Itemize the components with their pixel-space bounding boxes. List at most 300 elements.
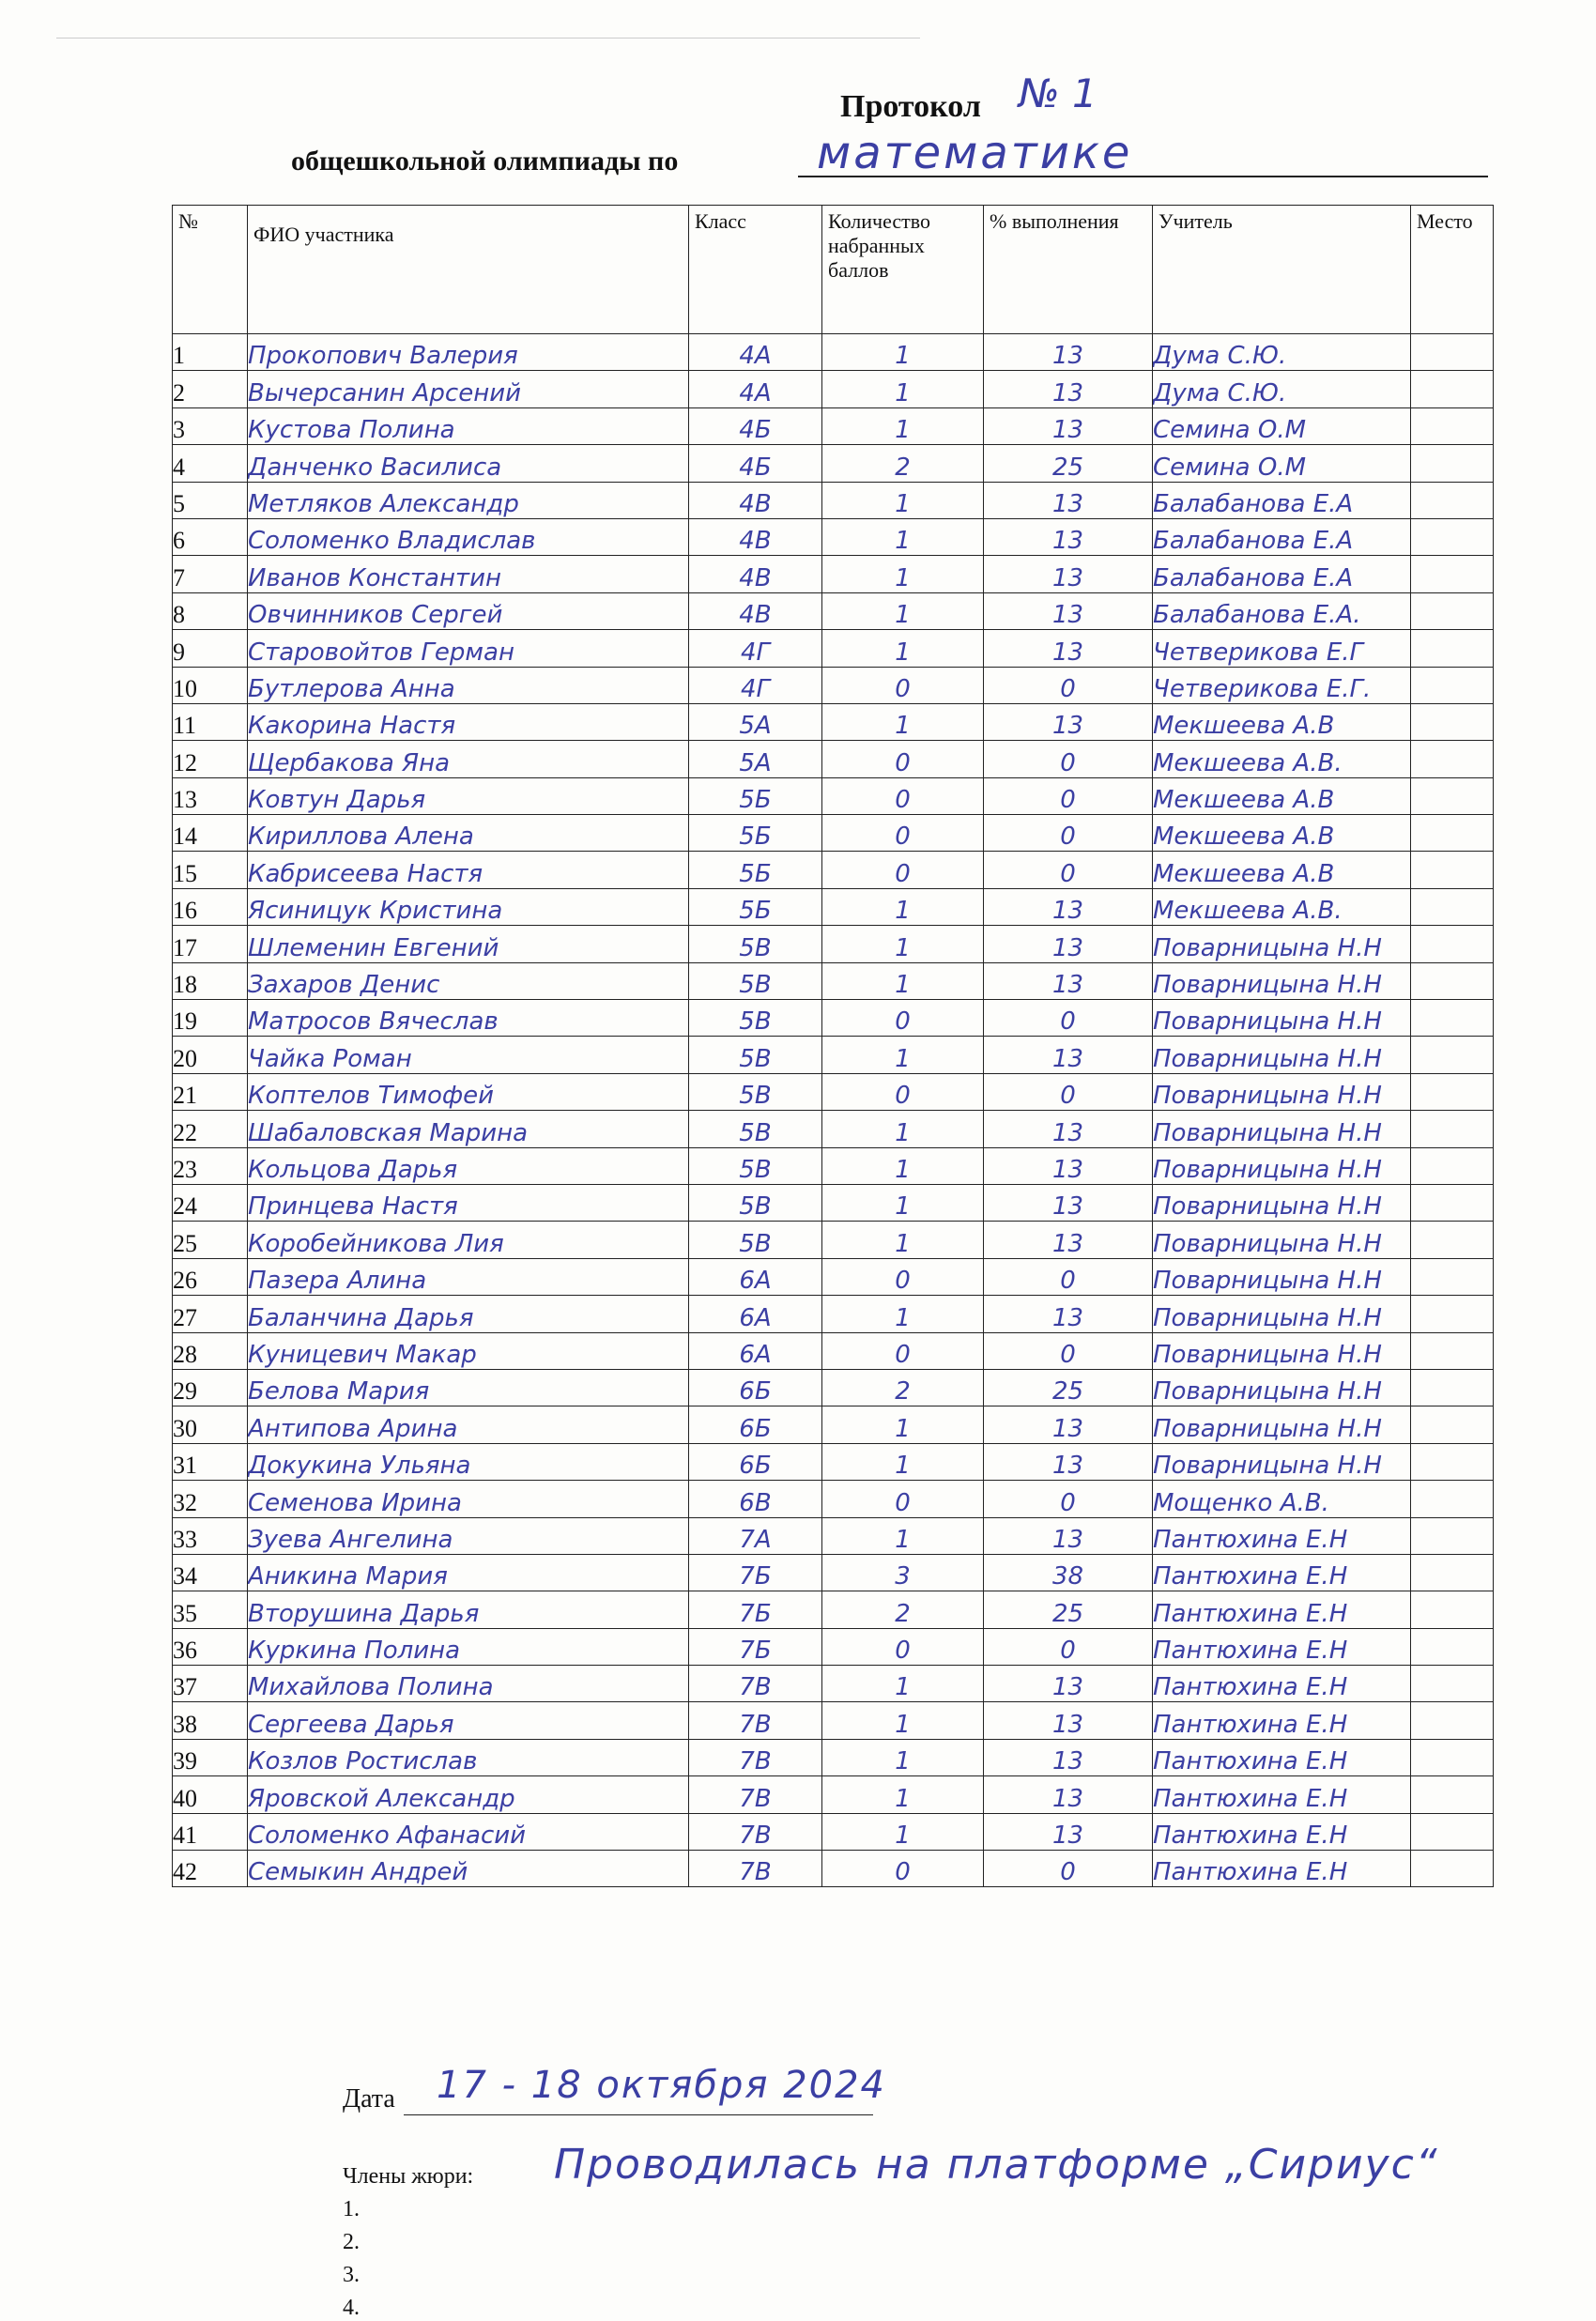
row-number: 1 bbox=[173, 334, 248, 371]
table-row bbox=[173, 1851, 1494, 1887]
row-number: 4 bbox=[173, 445, 248, 482]
class-cell: 5В bbox=[689, 926, 822, 962]
percent-cell: 13 bbox=[984, 1406, 1153, 1443]
place-cell bbox=[1411, 1813, 1494, 1850]
participant-name: Куркина Полина bbox=[248, 1628, 689, 1665]
table-row bbox=[173, 926, 1494, 962]
table-row bbox=[173, 1332, 1494, 1369]
percent-cell: 13 bbox=[984, 407, 1153, 444]
teacher-cell: Поварницына Н.Н bbox=[1153, 1222, 1411, 1258]
teacher-cell: Пантюхина Е.Н bbox=[1153, 1776, 1411, 1813]
row-number: 39 bbox=[173, 1739, 248, 1775]
class-cell: 7Б bbox=[689, 1628, 822, 1665]
class-cell: 6В bbox=[689, 1481, 822, 1517]
table-row bbox=[173, 962, 1494, 999]
participant-name: Метляков Александр bbox=[248, 482, 689, 518]
participant-name: Принцева Настя bbox=[248, 1184, 689, 1221]
row-number: 25 bbox=[173, 1222, 248, 1258]
score-cell: 1 bbox=[822, 518, 984, 555]
teacher-cell: Поварницына Н.Н bbox=[1153, 1406, 1411, 1443]
place-cell bbox=[1411, 371, 1494, 407]
teacher-cell: Поварницына Н.Н bbox=[1153, 926, 1411, 962]
table-row bbox=[173, 1369, 1494, 1406]
percent-cell: 0 bbox=[984, 1481, 1153, 1517]
participant-name: Прокопович Валерия bbox=[248, 334, 689, 371]
score-cell: 1 bbox=[822, 926, 984, 962]
table-row bbox=[173, 518, 1494, 555]
row-number: 27 bbox=[173, 1296, 248, 1332]
table-row bbox=[173, 334, 1494, 371]
row-number: 10 bbox=[173, 667, 248, 703]
teacher-cell: Поварницына Н.Н bbox=[1153, 1000, 1411, 1037]
row-number: 23 bbox=[173, 1147, 248, 1184]
participant-name: Старовойтов Герман bbox=[248, 630, 689, 667]
place-cell bbox=[1411, 1111, 1494, 1147]
percent-cell: 13 bbox=[984, 518, 1153, 555]
row-number: 34 bbox=[173, 1554, 248, 1591]
teacher-cell: Мекшеева А.В bbox=[1153, 852, 1411, 888]
row-number: 8 bbox=[173, 592, 248, 629]
teacher-cell: Поварницына Н.Н bbox=[1153, 962, 1411, 999]
place-cell bbox=[1411, 962, 1494, 999]
percent-cell: 0 bbox=[984, 1258, 1153, 1295]
percent-cell: 13 bbox=[984, 962, 1153, 999]
teacher-cell: Поварницына Н.Н bbox=[1153, 1147, 1411, 1184]
percent-cell: 25 bbox=[984, 445, 1153, 482]
participant-name: Пазера Алина bbox=[248, 1258, 689, 1295]
teacher-cell: Пантюхина Е.Н bbox=[1153, 1739, 1411, 1775]
table-row bbox=[173, 888, 1494, 925]
place-cell bbox=[1411, 703, 1494, 740]
score-cell: 1 bbox=[822, 1406, 984, 1443]
jury-item: 3. bbox=[343, 2263, 360, 2287]
teacher-cell: Четверикова Е.Г bbox=[1153, 630, 1411, 667]
row-number: 35 bbox=[173, 1591, 248, 1628]
table-row bbox=[173, 1517, 1494, 1554]
score-cell: 1 bbox=[822, 1517, 984, 1554]
table-row bbox=[173, 1702, 1494, 1739]
score-cell: 0 bbox=[822, 1000, 984, 1037]
score-cell: 3 bbox=[822, 1554, 984, 1591]
row-number: 7 bbox=[173, 556, 248, 592]
table-row bbox=[173, 1443, 1494, 1480]
row-number: 40 bbox=[173, 1776, 248, 1813]
class-cell: 5Б bbox=[689, 888, 822, 925]
table-row bbox=[173, 1776, 1494, 1813]
table-row bbox=[173, 1481, 1494, 1517]
place-cell bbox=[1411, 1702, 1494, 1739]
participant-name: Щербакова Яна bbox=[248, 741, 689, 777]
place-cell bbox=[1411, 1739, 1494, 1775]
row-number: 11 bbox=[173, 703, 248, 740]
col-header-percent: % выполнения bbox=[984, 206, 1153, 334]
participant-name: Семенова Ирина bbox=[248, 1481, 689, 1517]
teacher-cell: Пантюхина Е.Н bbox=[1153, 1851, 1411, 1887]
score-cell: 1 bbox=[822, 1666, 984, 1702]
results-table bbox=[172, 205, 1494, 1887]
teacher-cell: Пантюхина Е.Н bbox=[1153, 1813, 1411, 1850]
class-cell: 5Б bbox=[689, 852, 822, 888]
row-number: 16 bbox=[173, 888, 248, 925]
percent-cell: 13 bbox=[984, 1517, 1153, 1554]
place-cell bbox=[1411, 518, 1494, 555]
percent-cell: 0 bbox=[984, 667, 1153, 703]
teacher-cell: Мекшеева А.В. bbox=[1153, 741, 1411, 777]
place-cell bbox=[1411, 1332, 1494, 1369]
score-cell: 1 bbox=[822, 1147, 984, 1184]
score-cell: 0 bbox=[822, 741, 984, 777]
table-row bbox=[173, 1111, 1494, 1147]
teacher-cell: Балабанова Е.А bbox=[1153, 482, 1411, 518]
place-cell bbox=[1411, 630, 1494, 667]
participant-name: Шабаловская Марина bbox=[248, 1111, 689, 1147]
table-row bbox=[173, 852, 1494, 888]
class-cell: 7Б bbox=[689, 1591, 822, 1628]
score-cell: 1 bbox=[822, 1776, 984, 1813]
percent-cell: 0 bbox=[984, 741, 1153, 777]
class-cell: 6А bbox=[689, 1296, 822, 1332]
percent-cell: 0 bbox=[984, 1073, 1153, 1110]
percent-cell: 13 bbox=[984, 1666, 1153, 1702]
percent-cell: 13 bbox=[984, 630, 1153, 667]
score-cell: 1 bbox=[822, 407, 984, 444]
col-header-class: Класс bbox=[689, 206, 822, 334]
col-header-teacher: Учитель bbox=[1153, 206, 1411, 334]
row-number: 21 bbox=[173, 1073, 248, 1110]
score-cell: 0 bbox=[822, 1258, 984, 1295]
participant-name: Вычерсанин Арсений bbox=[248, 371, 689, 407]
score-cell: 1 bbox=[822, 592, 984, 629]
score-cell: 1 bbox=[822, 1222, 984, 1258]
participant-name: Вторушина Дарья bbox=[248, 1591, 689, 1628]
score-cell: 1 bbox=[822, 1443, 984, 1480]
col-header-place: Место bbox=[1411, 206, 1494, 334]
page-subtitle: общешкольной олимпиады по bbox=[291, 146, 679, 177]
table-row bbox=[173, 1666, 1494, 1702]
percent-cell: 13 bbox=[984, 1443, 1153, 1480]
percent-cell: 13 bbox=[984, 1296, 1153, 1332]
place-cell bbox=[1411, 1000, 1494, 1037]
score-cell: 1 bbox=[822, 630, 984, 667]
place-cell bbox=[1411, 667, 1494, 703]
jury-item: 2. bbox=[343, 2230, 360, 2254]
teacher-cell: Дума С.Ю. bbox=[1153, 371, 1411, 407]
participant-name: Баланчина Дарья bbox=[248, 1296, 689, 1332]
table-row bbox=[173, 1258, 1494, 1295]
teacher-cell: Семина О.М bbox=[1153, 445, 1411, 482]
table-row bbox=[173, 407, 1494, 444]
participant-name: Матросов Вячеслав bbox=[248, 1000, 689, 1037]
score-cell: 1 bbox=[822, 962, 984, 999]
class-cell: 6Б bbox=[689, 1369, 822, 1406]
score-cell: 0 bbox=[822, 1628, 984, 1665]
class-cell: 4Г bbox=[689, 630, 822, 667]
teacher-cell: Мекшеева А.В bbox=[1153, 703, 1411, 740]
place-cell bbox=[1411, 445, 1494, 482]
teacher-cell: Пантюхина Е.Н bbox=[1153, 1517, 1411, 1554]
score-cell: 1 bbox=[822, 703, 984, 740]
place-cell bbox=[1411, 556, 1494, 592]
place-cell bbox=[1411, 741, 1494, 777]
col-header-score: Количество набранных баллов bbox=[822, 206, 984, 334]
participant-name: Кириллова Алена bbox=[248, 815, 689, 852]
row-number: 14 bbox=[173, 815, 248, 852]
percent-cell: 0 bbox=[984, 815, 1153, 852]
teacher-cell: Пантюхина Е.Н bbox=[1153, 1628, 1411, 1665]
table-row bbox=[173, 1591, 1494, 1628]
score-cell: 0 bbox=[822, 815, 984, 852]
class-cell: 4А bbox=[689, 371, 822, 407]
score-cell: 2 bbox=[822, 1591, 984, 1628]
participant-name: Докукина Ульяна bbox=[248, 1443, 689, 1480]
class-cell: 6Б bbox=[689, 1443, 822, 1480]
table-row bbox=[173, 1222, 1494, 1258]
teacher-cell: Мекшеева А.В bbox=[1153, 777, 1411, 814]
participant-name: Козлов Ростислав bbox=[248, 1739, 689, 1775]
teacher-cell: Поварницына Н.Н bbox=[1153, 1443, 1411, 1480]
class-cell: 7Б bbox=[689, 1554, 822, 1591]
teacher-cell: Семина О.М bbox=[1153, 407, 1411, 444]
percent-cell: 13 bbox=[984, 1184, 1153, 1221]
row-number: 41 bbox=[173, 1813, 248, 1850]
table-row bbox=[173, 445, 1494, 482]
participant-name: Кабрисеева Настя bbox=[248, 852, 689, 888]
class-cell: 5В bbox=[689, 1073, 822, 1110]
participant-name: Белова Мария bbox=[248, 1369, 689, 1406]
table-row bbox=[173, 1073, 1494, 1110]
class-cell: 4В bbox=[689, 482, 822, 518]
percent-cell: 38 bbox=[984, 1554, 1153, 1591]
teacher-cell: Балабанова Е.А bbox=[1153, 556, 1411, 592]
score-cell: 0 bbox=[822, 852, 984, 888]
participant-name: Кустова Полина bbox=[248, 407, 689, 444]
score-cell: 2 bbox=[822, 1369, 984, 1406]
score-cell: 1 bbox=[822, 1111, 984, 1147]
class-cell: 4В bbox=[689, 518, 822, 555]
class-cell: 7В bbox=[689, 1851, 822, 1887]
row-number: 33 bbox=[173, 1517, 248, 1554]
percent-cell: 13 bbox=[984, 1702, 1153, 1739]
percent-cell: 13 bbox=[984, 1037, 1153, 1073]
teacher-cell: Мекшеева А.В. bbox=[1153, 888, 1411, 925]
table-row bbox=[173, 741, 1494, 777]
participant-name: Куницевич Макар bbox=[248, 1332, 689, 1369]
table-row bbox=[173, 667, 1494, 703]
handwritten-note: Проводилась на платформе „Сириус“ bbox=[554, 2141, 1439, 2189]
score-cell: 1 bbox=[822, 888, 984, 925]
class-cell: 4А bbox=[689, 334, 822, 371]
place-cell bbox=[1411, 1666, 1494, 1702]
percent-cell: 13 bbox=[984, 482, 1153, 518]
percent-cell: 13 bbox=[984, 1222, 1153, 1258]
participant-name: Чайка Роман bbox=[248, 1037, 689, 1073]
class-cell: 5В bbox=[689, 1184, 822, 1221]
table-row bbox=[173, 556, 1494, 592]
percent-cell: 13 bbox=[984, 556, 1153, 592]
teacher-cell: Мекшеева А.В bbox=[1153, 815, 1411, 852]
score-cell: 1 bbox=[822, 371, 984, 407]
class-cell: 5А bbox=[689, 703, 822, 740]
percent-cell: 0 bbox=[984, 1851, 1153, 1887]
score-cell: 1 bbox=[822, 1037, 984, 1073]
row-number: 19 bbox=[173, 1000, 248, 1037]
class-cell: 5Б bbox=[689, 815, 822, 852]
class-cell: 4Б bbox=[689, 445, 822, 482]
place-cell bbox=[1411, 407, 1494, 444]
table-row bbox=[173, 482, 1494, 518]
row-number: 30 bbox=[173, 1406, 248, 1443]
score-cell: 0 bbox=[822, 1332, 984, 1369]
row-number: 31 bbox=[173, 1443, 248, 1480]
teacher-cell: Балабанова Е.А bbox=[1153, 518, 1411, 555]
place-cell bbox=[1411, 888, 1494, 925]
participant-name: Кольцова Дарья bbox=[248, 1147, 689, 1184]
table-row bbox=[173, 1296, 1494, 1332]
place-cell bbox=[1411, 1184, 1494, 1221]
place-cell bbox=[1411, 1037, 1494, 1073]
place-cell bbox=[1411, 482, 1494, 518]
score-cell: 1 bbox=[822, 1739, 984, 1775]
class-cell: 5В bbox=[689, 1147, 822, 1184]
score-cell: 0 bbox=[822, 777, 984, 814]
row-number: 17 bbox=[173, 926, 248, 962]
table-header-row bbox=[173, 206, 1494, 334]
class-cell: 6А bbox=[689, 1258, 822, 1295]
score-cell: 1 bbox=[822, 1184, 984, 1221]
percent-cell: 25 bbox=[984, 1369, 1153, 1406]
table-row bbox=[173, 1184, 1494, 1221]
place-cell bbox=[1411, 1073, 1494, 1110]
date-label: Дата bbox=[343, 2084, 395, 2113]
percent-cell: 13 bbox=[984, 1813, 1153, 1850]
score-cell: 0 bbox=[822, 1851, 984, 1887]
participant-name: Михайлова Полина bbox=[248, 1666, 689, 1702]
participant-name: Иванов Константин bbox=[248, 556, 689, 592]
table-row bbox=[173, 1147, 1494, 1184]
row-number: 26 bbox=[173, 1258, 248, 1295]
table-row bbox=[173, 1000, 1494, 1037]
teacher-cell: Дума С.Ю. bbox=[1153, 334, 1411, 371]
teacher-cell: Поварницына Н.Н bbox=[1153, 1258, 1411, 1295]
table-row bbox=[173, 371, 1494, 407]
row-number: 22 bbox=[173, 1111, 248, 1147]
subject-value: математике bbox=[817, 127, 1133, 179]
participant-name: Шлеменин Евгений bbox=[248, 926, 689, 962]
class-cell: 5В bbox=[689, 1222, 822, 1258]
participant-name: Захаров Денис bbox=[248, 962, 689, 999]
place-cell bbox=[1411, 1591, 1494, 1628]
class-cell: 7В bbox=[689, 1666, 822, 1702]
place-cell bbox=[1411, 1258, 1494, 1295]
table-row bbox=[173, 815, 1494, 852]
place-cell bbox=[1411, 1443, 1494, 1480]
percent-cell: 13 bbox=[984, 334, 1153, 371]
participant-name: Зуева Ангелина bbox=[248, 1517, 689, 1554]
teacher-cell: Четверикова Е.Г. bbox=[1153, 667, 1411, 703]
score-cell: 1 bbox=[822, 334, 984, 371]
participant-name: Соломенко Афанасий bbox=[248, 1813, 689, 1850]
class-cell: 6А bbox=[689, 1332, 822, 1369]
teacher-cell: Поварницына Н.Н bbox=[1153, 1332, 1411, 1369]
col-header-number: № bbox=[173, 206, 248, 334]
class-cell: 4Б bbox=[689, 407, 822, 444]
row-number: 36 bbox=[173, 1628, 248, 1665]
score-cell: 1 bbox=[822, 482, 984, 518]
class-cell: 4В bbox=[689, 556, 822, 592]
class-cell: 5В bbox=[689, 1000, 822, 1037]
score-cell: 1 bbox=[822, 556, 984, 592]
score-cell: 1 bbox=[822, 1813, 984, 1850]
table-row bbox=[173, 1813, 1494, 1850]
class-cell: 5А bbox=[689, 741, 822, 777]
place-cell bbox=[1411, 1481, 1494, 1517]
teacher-cell: Пантюхина Е.Н bbox=[1153, 1666, 1411, 1702]
teacher-cell: Мощенко А.В. bbox=[1153, 1481, 1411, 1517]
score-cell: 0 bbox=[822, 1073, 984, 1110]
table-row bbox=[173, 1739, 1494, 1775]
percent-cell: 0 bbox=[984, 1000, 1153, 1037]
participant-name: Антипова Арина bbox=[248, 1406, 689, 1443]
row-number: 13 bbox=[173, 777, 248, 814]
participant-name: Ясиницук Кристина bbox=[248, 888, 689, 925]
class-cell: 5Б bbox=[689, 777, 822, 814]
teacher-cell: Поварницына Н.Н bbox=[1153, 1184, 1411, 1221]
row-number: 3 bbox=[173, 407, 248, 444]
score-cell: 1 bbox=[822, 1296, 984, 1332]
participant-name: Данченко Василиса bbox=[248, 445, 689, 482]
participant-name: Бутлерова Анна bbox=[248, 667, 689, 703]
place-cell bbox=[1411, 1554, 1494, 1591]
participant-name: Овчинников Сергей bbox=[248, 592, 689, 629]
percent-cell: 13 bbox=[984, 1147, 1153, 1184]
jury-item: 4. bbox=[343, 2296, 360, 2320]
row-number: 42 bbox=[173, 1851, 248, 1887]
page-title: Протокол bbox=[840, 89, 981, 124]
teacher-cell: Пантюхина Е.Н bbox=[1153, 1702, 1411, 1739]
place-cell bbox=[1411, 1296, 1494, 1332]
table-row bbox=[173, 1554, 1494, 1591]
participant-name: Ковтун Дарья bbox=[248, 777, 689, 814]
row-number: 6 bbox=[173, 518, 248, 555]
percent-cell: 13 bbox=[984, 888, 1153, 925]
table-row bbox=[173, 1406, 1494, 1443]
teacher-cell: Поварницына Н.Н bbox=[1153, 1073, 1411, 1110]
percent-cell: 0 bbox=[984, 852, 1153, 888]
percent-cell: 0 bbox=[984, 777, 1153, 814]
participant-name: Коптелов Тимофей bbox=[248, 1073, 689, 1110]
score-cell: 0 bbox=[822, 1481, 984, 1517]
percent-cell: 0 bbox=[984, 1628, 1153, 1665]
class-cell: 7В bbox=[689, 1702, 822, 1739]
score-cell: 2 bbox=[822, 445, 984, 482]
table-row bbox=[173, 592, 1494, 629]
participant-name: Соломенко Владислав bbox=[248, 518, 689, 555]
class-cell: 7В bbox=[689, 1813, 822, 1850]
class-cell: 7А bbox=[689, 1517, 822, 1554]
percent-cell: 25 bbox=[984, 1591, 1153, 1628]
teacher-cell: Поварницына Н.Н bbox=[1153, 1037, 1411, 1073]
place-cell bbox=[1411, 777, 1494, 814]
class-cell: 4Г bbox=[689, 667, 822, 703]
place-cell bbox=[1411, 852, 1494, 888]
class-cell: 7В bbox=[689, 1739, 822, 1775]
row-number: 20 bbox=[173, 1037, 248, 1073]
table-row bbox=[173, 777, 1494, 814]
percent-cell: 0 bbox=[984, 1332, 1153, 1369]
percent-cell: 13 bbox=[984, 592, 1153, 629]
score-cell: 1 bbox=[822, 1702, 984, 1739]
protocol-number: № 1 bbox=[1019, 70, 1097, 116]
